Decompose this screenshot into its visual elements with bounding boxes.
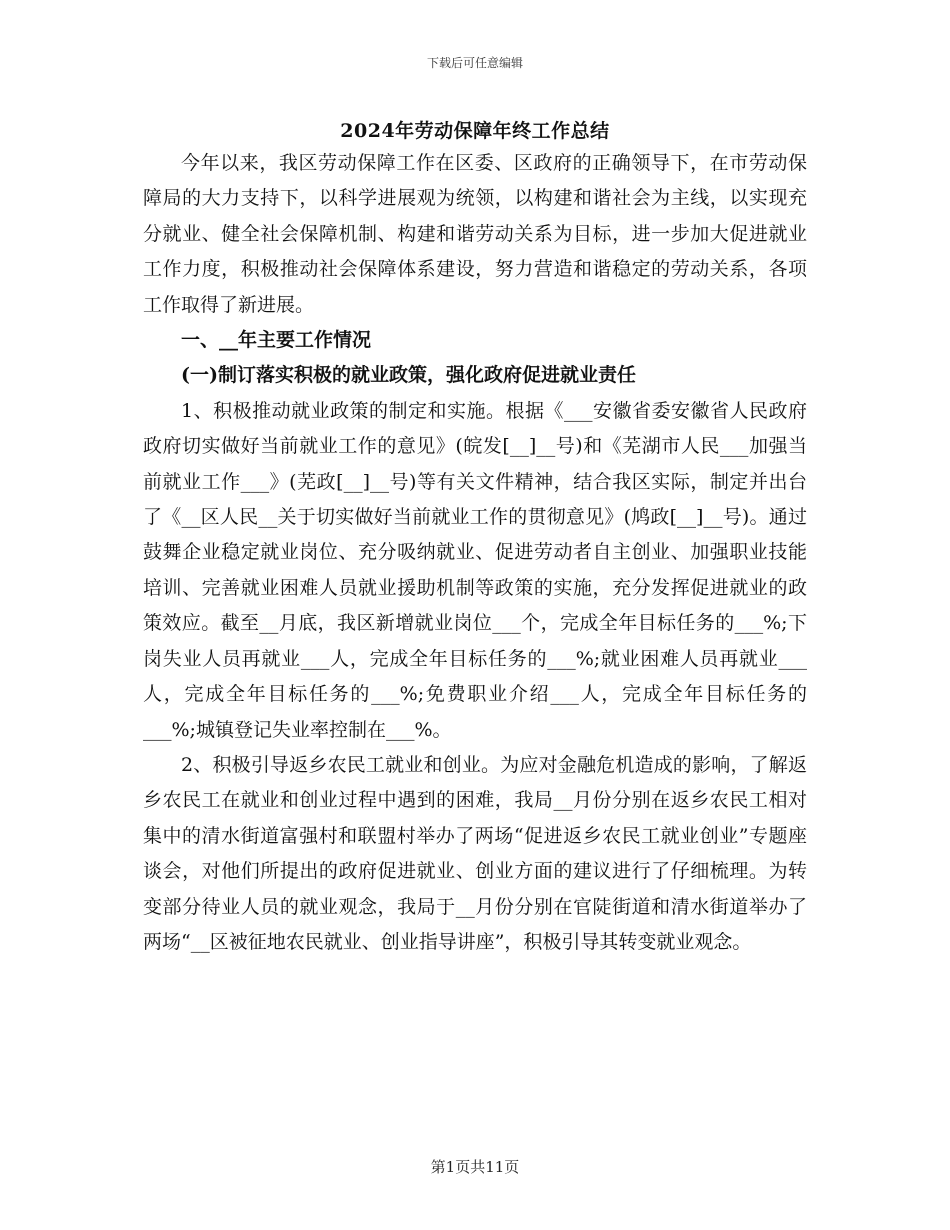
paragraph-intro: 今年以来，我区劳动保障工作在区委、区政府的正确领导下，在市劳动保障局的大力支持下，以科学进展观为统领，以构建和谐社会为主线，以实现充分就业、健全社会保障机制、构建和谐劳动关系为目标，进一步加大促进就业工作力度，积极推动社会保障体系建设，努力营造和谐稳定的劳动关系，各项工作取得了新进展。 bbox=[143, 152, 807, 316]
document-title: 2024年劳动保障年终工作总结 bbox=[340, 120, 610, 142]
page-footer: 第1页共11页 bbox=[430, 1158, 520, 1176]
paragraph-migrant-workers: 2、积极引导返乡农民工就业和创业。为应对金融危机造成的影响，了解返乡农民工在就业和创业过程中遇到的困难，我局__月份分别在返乡农民工相对集中的清水街道富强村和联盟村举办了两场“促进返乡农民工就业创业”专题座谈会，对他们所提出的政府促进就业、创业方面的建议进行了仔细梳理。为转变部分待业人员的就业观念，我局于__月份分别在官陡街道和清水街道举办了两场“__区被征地农民就业、创业指导讲座”，积极引导其转变就业观念。 bbox=[143, 753, 807, 953]
paragraph-employment-policy: 1、积极推动就业政策的制定和实施。根据《___安徽省委安徽省人民政府政府切实做好当前就业工作的意见》(皖发[__]__号)和《芜湖市人民___加强当前就业工作___》(芜政[__]__号)等有关文件精神，结合我区实际，制定并出台了《__区人民__关于切实做好当前就业工作的贯彻意见》(鸠政[__]__号)。通过鼓舞企业稳定就业岗位、充分吸纳就业、促进劳动者自主创业、加强职业技能培训、完善就业困难人员就业援助机制等政策的实施，充分发挥促进就业的政策效应。截至__月底，我区新增就业岗位___个，完成全年目标任务的___%;下岗失业人员再就业___人，完成全年目标任务的___%;就业困难人员再就业___人，完成全年目标任务的___%;免费职业介绍___人，完成全年目标任务的___%;城镇登记失业率控制在___%。 bbox=[143, 399, 807, 741]
section-heading: 一、__年主要工作情况 bbox=[181, 329, 372, 352]
document-body bbox=[143, 146, 807, 960]
header-note: 下载后可任意编辑 bbox=[426, 56, 523, 70]
subsection-heading: (一)制订落实积极的就业政策，强化政府促进就业责任 bbox=[181, 364, 636, 387]
